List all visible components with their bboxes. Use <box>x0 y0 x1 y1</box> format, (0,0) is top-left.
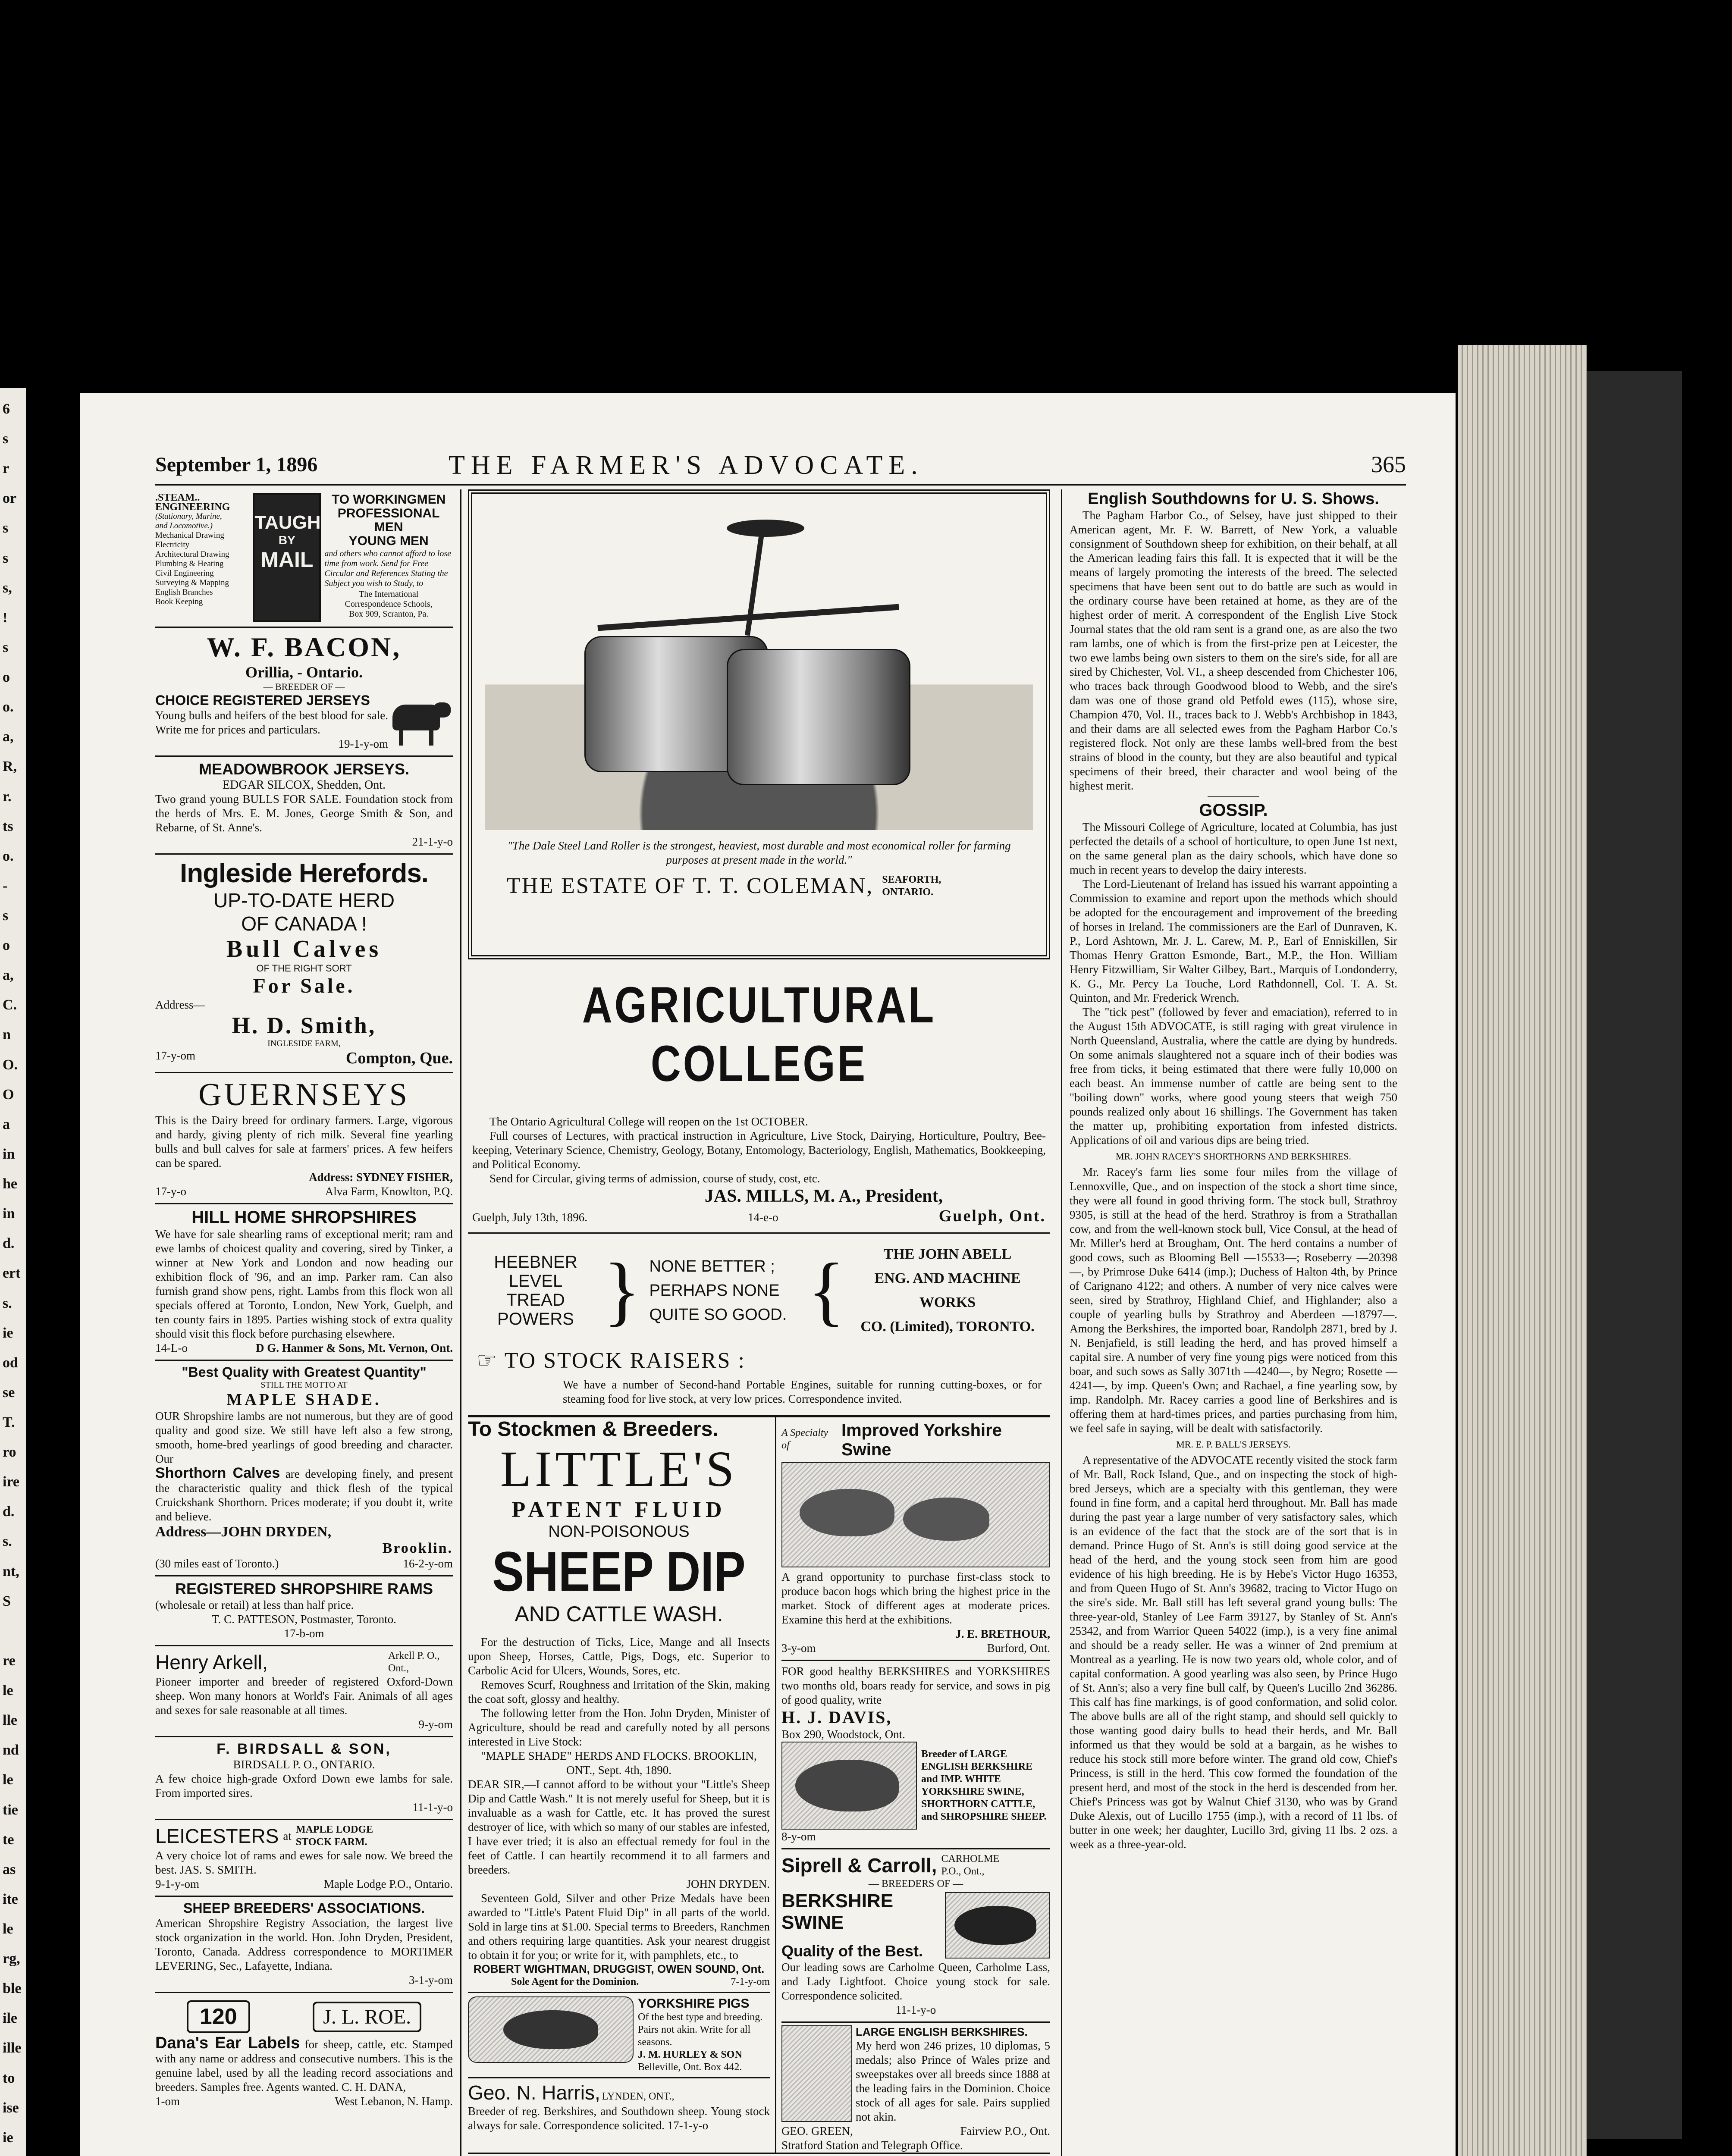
ad-body: We have for sale shearling rams of exceptional merit; ram and ewe lambs of choicest quality and covering, sired by Tinker, a winner at New York and London and now heading our exhibition flock of '96, and an imp. Parker ram. Can also furnish grand show pens, right. Lambs from this flock won all specials offered at Toronto, London, New York, Guelph, and ten county fairs in 1895. Parties wishing stock of extra quality should visit this flock before purchasing elsewhere. <box>155 1228 453 1340</box>
ad-name: C. H. DANA, <box>341 2081 406 2093</box>
ad-line: Plumbing & Heating <box>155 559 224 568</box>
column-left-ads <box>155 489 453 2109</box>
middle-lower-ads <box>468 1416 1050 2153</box>
margin-fragment: lle <box>3 1712 17 1729</box>
ad-place: West Lebanon, N. Hamp. <box>335 2095 453 2108</box>
margin-fragment: O <box>3 1086 14 1103</box>
ad-body: Breeder of reg. Berkshires, and Southdown sheep. Young stock always for sale. Correspondence solicited. <box>468 2105 770 2132</box>
ad-place: CARHOLME P.O., Ont., <box>941 1853 1000 1877</box>
margin-fragment: to <box>3 2070 15 2086</box>
ad-code: 3-1-y-om <box>409 1974 453 1987</box>
ad-heading: LARGE ENGLISH BERKSHIRES. <box>856 2025 1028 2038</box>
margin-fragment: s, <box>3 580 12 596</box>
margin-fragment: T. <box>3 1414 15 1430</box>
berkshire-pig-illustration <box>781 1742 917 1830</box>
issue-date: September 1, 1896 <box>155 453 318 476</box>
pig-illustration <box>781 2025 852 2122</box>
ad-body: DEAR SIR,—I cannot afford to be without your "Little's Sheep Dip and Cattle Wash." It is not merely useful for Sheep, but it is invaluable as a wash for Cattle, etc. It has proved the surest destroyer of lice, with which so many of our stables are infested, I have ever tried; it is also an effectual remedy for foul in the feet of Cattle. I can heartily recommend it to all farmers and breeders. <box>468 1778 770 1876</box>
ad-name: JAS. S. SMITH. <box>180 1863 257 1876</box>
roller-caption: "The Dale Steel Land Roller is the strongest, heaviest, most durable and most economical roller for farming purposes at present made in the world." <box>507 839 1011 866</box>
column-right-articles <box>1070 489 1397 1852</box>
ad-line: Correspondence Schools, <box>345 599 433 609</box>
ad-signature: JOHN DRYDEN. <box>686 1877 770 1890</box>
ad-code: 9-1-y-om <box>155 1877 199 1890</box>
ad-meadowbrook <box>155 757 453 855</box>
ad-body: Full courses of Lectures, with practical instruction in Agriculture, Live Stock, Dairying, Horticulture, Poultry, Bee-keeping, Veterinary Science, Chemistry, Geology, Botany, Entomology, Bacteriology, English, Mathematics, Bookkeeping, and Political Economy. <box>472 1129 1046 1171</box>
ad-davis-berkshires <box>781 1661 1050 1849</box>
ad-farm: MAPLE LODGE STOCK FARM. <box>295 1824 373 1848</box>
ad-subheading: Bull Calves <box>226 936 382 962</box>
ad-heading: MEADOWBROOK JERSEYS. <box>198 760 410 778</box>
ad-name: THE ESTATE OF T. T. COLEMAN, <box>507 874 874 898</box>
margin-fragment: ts <box>3 818 13 834</box>
margin-fragment: rg, <box>3 1951 20 1967</box>
ad-subheading: TO STOCK RAISERS : <box>504 1348 746 1373</box>
margin-fragment: C. <box>3 997 17 1013</box>
ad-line: THE JOHN ABELL <box>883 1246 1012 1262</box>
ad-body: We have a number of Second-hand Portable Engines, suitable for running cutting-boxes, or for steaming food for live stock, at very low prices. Correspondence invited. <box>563 1378 1042 1405</box>
margin-fragment: d. <box>3 1504 15 1520</box>
ad-heading: GUERNSEYS <box>198 1077 410 1112</box>
margin-fragment: s <box>3 431 9 447</box>
ad-code: 7-1-y-om <box>731 1976 770 1987</box>
ad-line: Architectural Drawing <box>155 550 229 559</box>
ad-heading: SHEEP DIP <box>492 1540 746 1603</box>
ad-code: 17-b-om <box>284 1627 324 1640</box>
ad-body: and others who cannot afford to lose time from work. Send for Free Circular and References Stating the Subject you wish to Study, to <box>324 549 452 588</box>
margin-fragment: a <box>3 1116 10 1132</box>
ad-bacon-jerseys <box>155 628 453 757</box>
ad-code: 8-y-om <box>781 1830 816 1843</box>
margin-fragment: he <box>3 1176 17 1192</box>
column-divider <box>1061 489 1062 2156</box>
margin-fragment: ile <box>3 2010 17 2027</box>
ad-name: D G. Hanmer & Sons, Mt. Vernon, Ont. <box>255 1341 453 1354</box>
ad-body: The following letter from the Hon. John Dryden, Minister of Agriculture, should be read and carefully noted by all persons interested in Live Stock: <box>468 1707 770 1748</box>
ad-body: The Ontario Agricultural College will reopen on the 1st OCTOBER. <box>489 1115 808 1128</box>
pig-illustration <box>468 1996 634 2063</box>
ad-address: Address—JOHN DRYDEN, <box>155 1524 332 1540</box>
ad-heading: YORKSHIRE PIGS <box>638 1996 750 2011</box>
ad-place: Burford, Ont. <box>987 1642 1050 1655</box>
ad-subheading: Shorthorn Calves <box>155 1465 280 1481</box>
ad-address: Address: SYDNEY FISHER, <box>309 1171 453 1184</box>
ad-heading: TO WORKINGMEN <box>331 492 446 507</box>
article-body: The "tick pest" (followed by fever and emaciation), referred to in the August 15th ADVOCATE, is still raging with great virulence in North Queensland, Australia, where the cattle are dying by hundreds. On some animals slaughtered not a square inch of their bodies was free from ticks, it being estimated that there were fully 10,000 on each beast. An immense number of cattle are being sent to the "boiling down" works, where good young steers that weigh 750 pounds realized only about 16 shillings. The Government has taken the matter up, prohibiting exportation from infested districts. Applications of oil and various dips are being tried. <box>1070 1006 1397 1147</box>
ad-heading: "Best Quality with Greatest Quantity" <box>182 1364 427 1380</box>
ad-body: American Shropshire Registry Association, the largest live stock organization in the world. Hon. John Dryden, President, Toronto, Canada. Address correspondence to MORTIMER LEVERING, Sec., Lafayette, Indiana. <box>155 1917 453 1972</box>
ad-leicesters <box>155 1820 453 1897</box>
margin-fragment: s. <box>3 1295 12 1311</box>
ad-heading: YOUNG MEN <box>348 534 429 548</box>
article-body: A representative of the ADVOCATE recently visited the stock farm of Mr. Ball, Rock Island, Que., and on inspecting the stock of high-bred Jerseys, which are a specialty with this gentleman, they were found in fine form, and a capital herd throughout. Mr. Ball has made during the past year a large number of very satisfactory sales, which is an evidence of the fact that the stock are of the sort that is in demand. Prince Hugo of St. Ann's is still doing good service at the head of the herd, and the young stock seen from him are good evidence of his high breeding. He is by Hebe's Victor Hugo 16353, and from Queen Hugo of St. Ann's 39682, tracing to Victor Hugo on the sire's side. Mr. Ball still has left several grand young bulls: The three-year-old, Stanley of Lee Farm 39127, by Stanley of St. Ann's 25342, and from Warrior Queen 54022 (imp.), is a very fine animal and should be a ready seller. He was a winner of 2nd premium at Montreal as a yearling. He is now two years old, whole color, and of capital conformation. A good yearling was also seen, by Prince Hugo of St. Ann's; also a very fine bull calf, by Queen's Lucillo 2nd 36286. This calf has fine markings, is of good conformation, and solid color. The above bulls are all of the right stamp, and should sell quickly to those wanting good dairy bulls to head their herds, and Mr. Ball informed us that they would be sold at a bargain, as he wishes to reduce his stock still more before winter. The grand old cow, Chief's Princess, is still in the herd. This cow formed the foundation of the present herd, and most of the stock in the herd is descended from her. Chief's Princess was got by Walnut Chief 3130, who was by Grand Duke Alexis, out of Lucillo 1755 (imp.), with a record of 11 lbs. of butter in one week; her daughter, Lucillo 3rd, giving 11 lbs. 2 ozs. a week as a three-year-old. <box>1070 1454 1397 1851</box>
ad-siprell-carroll <box>781 1849 1050 2023</box>
masthead-title: THE FARMER'S ADVOCATE. <box>449 451 924 480</box>
ad-maple-shade <box>155 1361 453 1576</box>
ad-code: 1-om <box>155 2095 180 2108</box>
ear-tag-name: J. L. ROE. <box>313 2002 421 2032</box>
article-headline: English Southdowns for U. S. Shows. <box>1088 490 1379 508</box>
ad-address: BIRDSALL P. O., ONTARIO. <box>233 1758 375 1771</box>
margin-fragment: s <box>3 520 9 536</box>
ad-line: POWERS <box>497 1310 574 1329</box>
ad-heading: PROFESSIONAL MEN <box>337 506 440 534</box>
ad-place: ONTARIO. <box>882 886 934 898</box>
ad-body: for sheep, cattle, etc. Stamped with any name or address and consecutive numbers. This is the genuine label, used by all the leading record associations and breeders. Samples free. Agents wanted. <box>155 2038 453 2093</box>
ad-subheading: CHOICE REGISTERED JERSEYS <box>155 693 370 708</box>
ad-line: Surveying & Mapping <box>155 578 229 587</box>
ad-place: Brooklin. <box>382 1540 453 1556</box>
margin-fragment: re <box>3 1652 16 1669</box>
ad-line: QUITE SO GOOD. <box>649 1306 787 1324</box>
badge-text: BY <box>278 533 295 547</box>
ad-place: LYNDEN, ONT., <box>602 2091 675 2102</box>
book-page-edges <box>1458 345 1587 2156</box>
page-number: 365 <box>1371 451 1406 477</box>
article-body: The Pagham Harbor Co., of Selsey, have just shipped to their American agent, Mr. F. W. Barrett, of New York, a valuable consignment of Southdown sheep for exhibition, on their behalf, at all the American leading fairs this fall. It is expected that it will be the means of largely promoting the interests of the breed. The selected specimens that have been sent out to do battle are such as would in the ordinary course have been retained at home, as they are of the highest order of merit. A correspondent of the English Live Stock Journal states that the old ram sent is a grand one, as are also the two ram lambs, one of which is from the first-prize pen at Leicester, the two ewe lambs being own sisters to them on the sire's side, for all are sired by Chichester, Vol. VI., a sheep descended from Chichester 106, who traces back through Goodwood blood to Webb, and the sire's dam was one of those grand old Petfold ewes (115), whose sire, Champion 470, Vol. II., traces back to J. Webb's Archbishop in 1843, and their dams are all selected ewes from the Pagham Harbor Co.'s registered flock. Not only are these lambs well-bred from the best strains of blood in the county, but they are also beautiful and typical specimens of their breed, their character and wool being of the highest merit. <box>1070 509 1397 792</box>
ad-code: 17-y-om <box>155 1049 195 1062</box>
margin-fragment: ro <box>3 1444 16 1460</box>
ad-heading: W. F. BACON, <box>207 632 402 662</box>
column-divider <box>460 489 461 2156</box>
ad-signature: JAS. MILLS, M. A., President, <box>704 1186 943 1206</box>
article-subheading: MR. E. P. BALL'S JERSEYS. <box>1176 1439 1291 1450</box>
ad-body: A few choice high-grade Oxford Down ewe lambs for sale. From imported sires. <box>155 1772 453 1799</box>
ad-body: Removes Scurf, Roughness and Irritation of the Skin, making the coat soft, glossy and healthy. <box>468 1678 770 1705</box>
margin-fragment: ble <box>3 1981 22 1997</box>
ad-line: CO. (Limited), TORONTO. <box>860 1319 1035 1335</box>
ad-code: 17-1-y-o <box>667 2119 709 2132</box>
left-page-margin <box>0 388 26 2156</box>
margin-fragment: ise <box>3 2100 19 2116</box>
cow-illustration <box>388 696 453 748</box>
margin-fragment: le <box>3 1683 13 1699</box>
ad-place-block <box>882 874 941 899</box>
margin-fragment: ite <box>3 1891 18 1907</box>
advertise-banner <box>468 2153 1050 2156</box>
margin-fragment: r <box>3 461 9 477</box>
ad-name: J. M. HURLEY & SON <box>638 2049 742 2060</box>
ad-subheading: For Sale. <box>253 975 355 997</box>
ad-line: Civil Engineering <box>155 569 214 578</box>
ad-body: This is the Dairy breed for ordinary farmers. Large, vigorous and hardy, giving plenty of rich milk. Several fine yearling bulls and bull calves for sale at farmers' prices. A few heifers can be spared. <box>155 1114 453 1169</box>
page-header <box>155 453 1406 483</box>
land-roller-illustration <box>485 507 1033 830</box>
ad-heading: Geo. N. Harris, <box>468 2081 600 2104</box>
ad-hill-home-shropshires <box>155 1204 453 1361</box>
ad-line: Electricity <box>155 540 190 549</box>
pointing-hand-icon: ☞ <box>477 1348 498 1373</box>
ear-tag-number: 120 <box>187 2000 250 2033</box>
margin-fragment: le <box>3 1772 13 1788</box>
margin-fragment: in <box>3 1206 15 1222</box>
ad-line: Book Keeping <box>155 597 203 606</box>
ad-address: Arkell P. O., Ont., <box>388 1650 440 1674</box>
ad-heading: Siprell & Carroll, <box>781 1854 937 1877</box>
margin-fragment: a, <box>3 967 14 984</box>
ad-code: 14-e-o <box>748 1211 778 1224</box>
margin-fragment: ert <box>3 1265 21 1282</box>
ad-body: are developing finely, and present the characteristic quality and thick flesh of the typical Cruickshank Shorthorn. Prices moderate; if you doubt it, write and believe. <box>155 1467 453 1523</box>
ad-body: Two grand young BULLS FOR SALE. Foundation stock from the herds of Mrs. E. M. Jones, George Smith & Son, and Rebarne, of St. Anne's. <box>155 793 453 834</box>
article-body: Mr. Racey's farm lies some four miles from the village of Lennoxville, Que., and on inspection of the stock a short time since, they were all found in good thriving form. The stock bull, Strathroy 9305, is still at the head of the herd. Strathroy is from a Strathallan cow, and from the well-known stock bull, Vice Consul, at the head of Mr. Miller's herd at Brougham, Ont. The herd contains a number of good cows, such as Blooming Bell —15533—; Roseberry —20398—, by Primrose Duke 6414 (imp.); Duchess of Halton 4th, by Prince of Carignano 4122; and others. A number of very nice calves were seen, sired by Strathroy, Highland Chief, and Highlander; also a couple of yearling bulls by Strathroy and Aberdeen —18797—. Among the Berkshires, the imported boar, Randolph 2871, bred by J. N. Benjafield, is still leading the herd, and has proved himself a capital sire. A number of very fine young pigs were noticed from this boar, and such sows as Sally 3071th —4240—, by Negro; Rosette —4241—, by imp. Queen's Own; and Rachael, a fine yearling sow, by imp. Randolph. Mr. Racey carries a good line of Berkshires and is offering them at hard-times prices, and parties purchasing from him, we feel safe in saying, will be dealt with satisfactorily. <box>1070 1166 1397 1435</box>
ad-correspondence-school <box>155 489 453 628</box>
ad-name: EDGAR SILCOX, Shedden, Ont. <box>223 778 386 792</box>
margin-fragment: nd <box>3 1742 19 1758</box>
ad-code: 11-1-y-o <box>412 1801 453 1814</box>
ad-line: Address— <box>155 998 205 1011</box>
ad-body: FOR good healthy BERKSHIRES and YORKSHIRES two months old, boars ready for service, and sows in pig of good quality, write <box>781 1665 1050 1706</box>
ad-line: .STEAM.. <box>155 492 200 503</box>
margin-fragment: ie <box>3 1325 13 1341</box>
margin-fragment: se <box>3 1384 15 1401</box>
ad-heading: LEICESTERS <box>155 1825 279 1847</box>
ad-body: Our leading sows are Carholme Queen, Carholme Lass, and Lady Lightfoot. Choice young stock for sale. Correspondence solicited. <box>781 1961 1050 2002</box>
ad-name: J. E. BRETHOUR, <box>955 1627 1050 1640</box>
ad-place: Guelph, Ont. <box>938 1207 1046 1225</box>
margin-fragment: ie <box>3 2129 13 2146</box>
taught-by-mail-badge <box>253 493 333 622</box>
ad-line: NONE BETTER ; <box>649 1257 775 1275</box>
margin-fragment: s <box>3 639 9 655</box>
ad-code: 17-y-o <box>155 1185 186 1198</box>
ad-line: A Specialty of <box>781 1427 828 1451</box>
ad-heading: REGISTERED SHROPSHIRE RAMS <box>175 1580 433 1598</box>
margin-fragment: s <box>3 908 9 924</box>
ad-dana-ear-labels <box>155 1993 453 2109</box>
article-body: The Lord-Lieutenant of Ireland has issued his warrant appointing a Commission to examine and report upon the methods which should be adopted for the encouragement and improvement of the breeding of horses in Ireland. The commissioners are the Earl of Dunraven, K. P., Lord Ashtown, Mr. J. L. Carew, M. P., Earl of Enniskillen, Sir Thomas Henry Gratton Esmonde, Bart., M.P., the Hon. William Henry Fitzwilliam, Sir Walter Gilbey, Bart., Marquis of Londonderry, K. G., Mr. Percy La Touche, Lord Rathdonnell, Col. T. A. St. Quinton, and Mr. Frederick Wrench. <box>1070 877 1397 1004</box>
ad-harris <box>468 2078 770 2133</box>
ad-body: Seventeen Gold, Silver and other Prize Medals have been awarded to "Little's Patent Fluid Dip" in all parts of the world. Sold in large tins at $1.00. Special terms to Breeders, Ranchmen and others requiring large quantities. Ask your nearest druggist to obtain it for you; or write for it, with pamphlets, etc., to <box>468 1892 770 1962</box>
ad-birdsall <box>155 1737 453 1820</box>
ad-line: Stratford Station and Telegraph Office. <box>781 2139 963 2152</box>
ad-littles-sheep-dip <box>468 1417 770 1988</box>
ad-body: My herd won 246 prizes, 10 diplomas, 5 medals; also Prince of Wales prize and sweepstakes over all breeds since 1888 at the leading fairs in the Dominion. Choice stock of all ages for sale. Pairs supplied not akin. <box>856 2039 1050 2123</box>
ad-subheading: Quality of the Best. <box>781 1942 923 1960</box>
ad-patteson <box>155 1576 453 1646</box>
margin-fragment: o <box>3 669 10 686</box>
ad-body: (wholesale or retail) at less than half price. <box>155 1598 354 1611</box>
ad-heading: Dana's Ear Labels <box>155 2034 300 2052</box>
ad-guernseys <box>155 1073 453 1204</box>
ad-body: OUR Shropshire lambs are not numerous, but they are of good quality and good size. We still have left also a few strong, smooth, home-bred yearlings of good breeding and character. Our <box>155 1410 453 1465</box>
header-rule <box>155 484 1406 486</box>
ad-heading: Improved Yorkshire Swine <box>841 1421 1002 1459</box>
ad-heading: Henry Arkell, <box>155 1651 268 1673</box>
ad-line: — BREEDER OF — <box>263 681 345 692</box>
ad-line: PERHAPS NONE <box>649 1282 780 1300</box>
ad-green-berkshires <box>781 2023 1050 2153</box>
margin-fragment: te <box>3 1831 14 1848</box>
ad-subheading: MAPLE SHADE. <box>226 1391 382 1409</box>
ad-code: 14-L-o <box>155 1341 188 1354</box>
article-subheading: MR. JOHN RACEY'S SHORTHORNS AND BERKSHIRES. <box>1115 1151 1351 1162</box>
margin-fragment: o. <box>3 699 14 715</box>
ad-line: at <box>283 1829 292 1843</box>
ad-name: GEO. GREEN, <box>781 2125 853 2137</box>
margin-fragment: s. <box>3 1533 12 1550</box>
ad-line: INGLESIDE FARM, <box>267 1039 341 1048</box>
margin-fragment: S <box>3 1593 11 1609</box>
ad-heading: Ingleside Herefords. <box>179 859 429 888</box>
ad-body: A very choice lot of rams and ewes for sale now. We breed the best. <box>155 1849 453 1876</box>
column-middle-ads <box>468 489 1050 2156</box>
margin-fragment: ille <box>3 2040 22 2056</box>
margin-fragment: as <box>3 1861 16 1877</box>
ad-line: (30 miles east of Toronto.) <box>155 1557 279 1570</box>
margin-fragment: d. <box>3 1235 15 1252</box>
ad-name: T. C. PATTESON, Postmaster, Toronto. <box>212 1613 396 1626</box>
ad-date: Guelph, July 13th, 1896. <box>472 1211 587 1224</box>
ad-line: Sole Agent for the Dominion. <box>511 1976 639 1987</box>
margin-fragment: ire <box>3 1474 20 1490</box>
ad-line: ENGINEERING <box>155 501 230 513</box>
margin-fragment: n <box>3 1027 11 1043</box>
section-heading: GOSSIP. <box>1199 801 1268 820</box>
ad-agent: ROBERT WIGHTMAN, DRUGGIST, OWEN SOUND, Ont. <box>473 1962 765 1975</box>
ad-ingleside <box>155 855 453 1073</box>
ad-agricultural-college <box>468 963 1050 1234</box>
margin-fragment: O. <box>3 1056 18 1073</box>
ad-address: Box 290, Woodstock, Ont. <box>781 1728 905 1741</box>
margin-fragment: r. <box>3 788 12 805</box>
yorkshire-pigs-illustration <box>781 1462 1050 1567</box>
ad-line: OF THE RIGHT SORT <box>256 963 352 974</box>
ad-line: HEEBNER <box>494 1253 577 1272</box>
margin-fragment: o <box>3 937 10 954</box>
ad-heading: To Stockmen & Breeders. <box>468 1418 719 1441</box>
margin-fragment: od <box>3 1354 18 1371</box>
margin-fragment: le <box>3 1921 13 1937</box>
ad-heading: HILL HOME SHROPSHIRES <box>191 1208 417 1227</box>
ad-line: LEVEL <box>508 1272 563 1291</box>
ad-body: "MAPLE SHADE" HERDS AND FLOCKS. BROOKLIN, ONT., Sept. 4th, 1890. <box>481 1749 757 1777</box>
ad-line: ENG. AND MACHINE WORKS <box>874 1270 1021 1310</box>
ad-subheading: BERKSHIRE SWINE <box>781 1890 894 1933</box>
margin-fragment: 6 <box>3 401 10 417</box>
margin-fragment: - <box>3 877 8 894</box>
ad-subheading: UP-TO-DATE HERD <box>213 889 395 912</box>
ad-code: 3-y-om <box>781 1642 816 1655</box>
margin-fragment: tie <box>3 1802 18 1818</box>
ad-code: 16-2-y-om <box>403 1557 453 1570</box>
ad-name: H. J. DAVIS, <box>781 1708 892 1727</box>
ad-body: Pioneer importer and breeder of registered Oxford-Down sheep. Won many honors at World's Fair. Animals of all ages and sexes for sale reasonable at all times. <box>155 1675 453 1717</box>
margin-fragment: s <box>3 550 9 566</box>
margin-fragment: in <box>3 1146 15 1162</box>
margin-fragment: o. <box>3 848 14 864</box>
ad-line: TREAD <box>506 1291 565 1310</box>
ad-place: SEAFORTH, <box>882 874 941 885</box>
ad-place: Orillia, - Ontario. <box>245 664 363 681</box>
ad-place: Belleville, Ont. Box 442. <box>638 2062 742 2073</box>
badge-text: TAUGHT <box>254 512 333 533</box>
ad-body: Young bulls and heifers of the best blood for sale. Write me for prices and particulars. <box>155 709 388 736</box>
article-body: The Missouri College of Agriculture, located at Columbia, has just perfected the details of a school of horticulture, to open June 1st next, on the same general plan as the dairy schools, which have done so much in recent years to develop the dairy interests. <box>1070 821 1397 876</box>
margin-fragment: ! <box>3 609 8 626</box>
ad-line: and Locomotive.) <box>155 521 213 530</box>
ad-heading: SHEEP BREEDERS' ASSOCIATIONS. <box>183 1900 425 1916</box>
ad-land-roller <box>468 489 1050 959</box>
ad-place: Fairview P.O., Ont. <box>960 2125 1050 2137</box>
ad-line: — BREEDERS OF — <box>868 1878 963 1890</box>
ad-line: Mechanical Drawing <box>155 531 224 540</box>
ad-body: A grand opportunity to purchase first-class stock to produce bacon hogs which bring the highest price in the market. Stock of different ages at moderate prices. Examine this herd at the exhibitions. <box>781 1570 1050 1626</box>
ad-line: The International <box>359 589 419 599</box>
ad-heading: AGRICULTURAL COLLEGE <box>582 977 936 1092</box>
ad-subheading: OF CANADA ! <box>241 912 367 935</box>
ad-heading: F. BIRDSALL & SON, <box>216 1741 392 1757</box>
ad-hurley-yorkshires <box>468 1992 770 2078</box>
ad-brethour-yorkshires <box>781 1417 1050 1661</box>
berkshire-pig-illustration <box>945 1892 1050 1959</box>
ad-sheep-breeders <box>155 1897 453 1993</box>
ad-body: Send for Circular, giving terms of admission, course of study, cost, etc. <box>489 1172 820 1185</box>
margin-fragment: or <box>3 490 17 507</box>
ad-arkell <box>155 1646 453 1737</box>
ad-code: 21-1-y-o <box>412 835 453 848</box>
ad-line: Box 909, Scranton, Pa. <box>348 609 429 619</box>
ad-line: English Branches <box>155 588 213 597</box>
ad-place: Alva Farm, Knowlton, P.Q. <box>325 1185 453 1198</box>
margin-fragment: a, <box>3 729 14 745</box>
ad-code: 11-1-y-o <box>895 2003 936 2016</box>
ad-subheading: NON-POISONOUS <box>548 1523 690 1541</box>
ad-heading: LITTLE'S <box>500 1441 738 1497</box>
ad-place: Maple Lodge P.O., Ontario. <box>323 1877 453 1890</box>
ad-place: Compton, Que. <box>345 1049 453 1067</box>
margin-fragment: nt, <box>3 1563 19 1579</box>
ad-line: STILL THE MOTTO AT <box>260 1380 348 1390</box>
ad-body: Of the best type and breeding. Pairs not akin. Write for all seasons. <box>638 2012 763 2048</box>
ad-body: For the destruction of Ticks, Lice, Mange and all Insects upon Sheep, Horses, Cattle, Pigs, Dogs, etc. Superior to Carbolic Acid for Ulcers, Wounds, Sores, etc. <box>468 1636 770 1677</box>
ad-breeder: Breeder of LARGE ENGLISH BERKSHIRE and IMP. WHITE YORKSHIRE SWINE, SHORTHORN CATTLE, and SHROPSHIRE SHEEP. <box>921 1749 1047 1822</box>
ad-subheading: AND CATTLE WASH. <box>515 1602 723 1626</box>
ad-abell-works: HEEBNER LEVEL TREAD POWERS } NONE BETTER ; PERHAPS NONE QUITE SO GOOD. { THE JOHN ABELL ENG. AND MACHINE WORKS CO. (Limited), TORONTO. ☞ TO STOCK RAISERS : We have a number of Second-hand Portable Engines, suitable for running cutting-boxes, or for steaming food for live stock, at very low prices. Correspondence invited. <box>468 1234 1050 1416</box>
ad-subheading: PATENT FLUID <box>511 1498 726 1522</box>
badge-text: MAIL <box>260 548 314 572</box>
ad-code: 9-y-om <box>418 1718 453 1731</box>
book-cover-edge <box>1587 371 1682 2139</box>
ad-code: 19-1-y-om <box>338 737 388 750</box>
ad-line: (Stationary, Marine, <box>155 512 222 521</box>
margin-fragment: R, <box>3 758 17 775</box>
ad-name: H. D. Smith, <box>232 1012 377 1038</box>
